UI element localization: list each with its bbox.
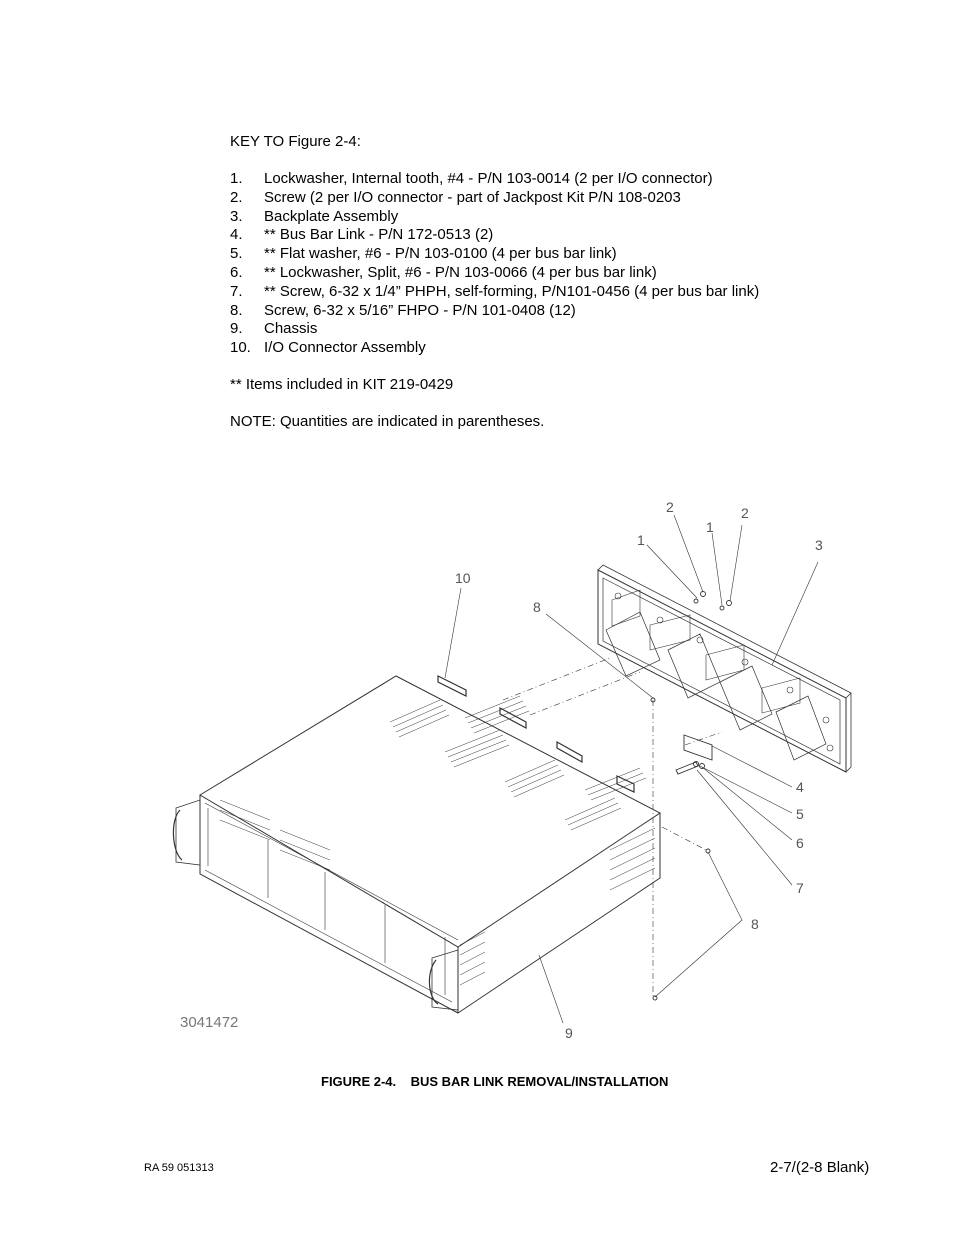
- exploded-view-drawing: [160, 495, 860, 1050]
- quantity-note: NOTE: Quantities are indicated in parentheses.: [230, 413, 545, 430]
- figure-caption: FIGURE 2-4. BUS BAR LINK REMOVAL/INSTALLATION: [321, 1074, 669, 1089]
- list-item: [230, 302, 759, 321]
- leader-lines: [445, 515, 818, 1023]
- item-text: Lockwasher, Internal tooth, #4 - P/N 103-0014 (2 per I/O connector): [264, 170, 713, 187]
- backplate-assembly: [598, 565, 851, 772]
- item-number: 9.: [230, 320, 243, 338]
- kit-note: ** Items included in KIT 219-0429: [230, 376, 454, 393]
- item-number: 8.: [230, 301, 243, 319]
- item-number: 10.: [230, 339, 251, 357]
- list-item: [230, 245, 759, 264]
- item-number: 4.: [230, 226, 243, 244]
- callout-8: 8: [751, 916, 759, 932]
- callout-3: 3: [815, 537, 823, 553]
- backplate-screws: [694, 592, 732, 611]
- item-text: Screw (2 per I/O connector - part of Jackpost Kit P/N 108-0203: [264, 188, 681, 206]
- list-item: [230, 208, 759, 227]
- item-text: ** Flat washer, #6 - P/N 103-0100 (4 per bus bar link): [264, 245, 617, 263]
- item-number: 6.: [230, 263, 243, 281]
- callout-4: 4: [796, 779, 804, 795]
- page-number: 2-7/(2-8 Blank): [770, 1159, 870, 1176]
- item-text: ** Screw, 6-32 x 1/4” PHPH, self-forming, P/N101-0456 (4 per bus bar link): [264, 282, 760, 300]
- callout-10: 10: [455, 570, 471, 586]
- item-number: 3.: [230, 207, 243, 225]
- drawing-number: 3041472: [180, 1014, 239, 1031]
- list-item: [230, 226, 759, 245]
- list-item: [230, 283, 759, 302]
- list-item: [230, 189, 759, 208]
- callout-1: 1: [706, 519, 714, 535]
- callout-1: 1: [637, 532, 645, 548]
- item-text: Chassis: [264, 320, 318, 338]
- item-text: ** Lockwasher, Split, #6 - P/N 103-0066 (4 per bus bar link): [264, 263, 657, 281]
- callout-5: 5: [796, 806, 804, 822]
- callout-8: 8: [533, 599, 541, 615]
- item-text: I/O Connector Assembly: [264, 339, 426, 357]
- list-item: [230, 320, 759, 339]
- callout-2: 2: [741, 505, 749, 521]
- key-list: [230, 170, 759, 358]
- item-number: 7.: [230, 282, 243, 300]
- item-number: 5.: [230, 245, 243, 263]
- chassis: [173, 676, 660, 1013]
- document-number: RA 59 051313: [144, 1162, 214, 1174]
- callout-9: 9: [565, 1025, 573, 1041]
- item-number: 2.: [230, 188, 243, 206]
- callout-6: 6: [796, 835, 804, 851]
- vent-slots: [220, 696, 655, 985]
- assembly-lines: [503, 658, 722, 998]
- list-item: [230, 339, 759, 358]
- item-text: Screw, 6-32 x 5/16” FHPO - P/N 101-0408 (12): [264, 301, 576, 319]
- callout-7: 7: [796, 880, 804, 896]
- key-title: KEY TO Figure 2-4:: [230, 133, 361, 150]
- list-item: [230, 170, 759, 189]
- item-text: ** Bus Bar Link - P/N 172-0513 (2): [264, 226, 494, 244]
- list-item: [230, 264, 759, 283]
- callout-2: 2: [666, 499, 674, 515]
- item-text: Backplate Assembly: [264, 207, 399, 225]
- item-number: 1.: [230, 170, 243, 187]
